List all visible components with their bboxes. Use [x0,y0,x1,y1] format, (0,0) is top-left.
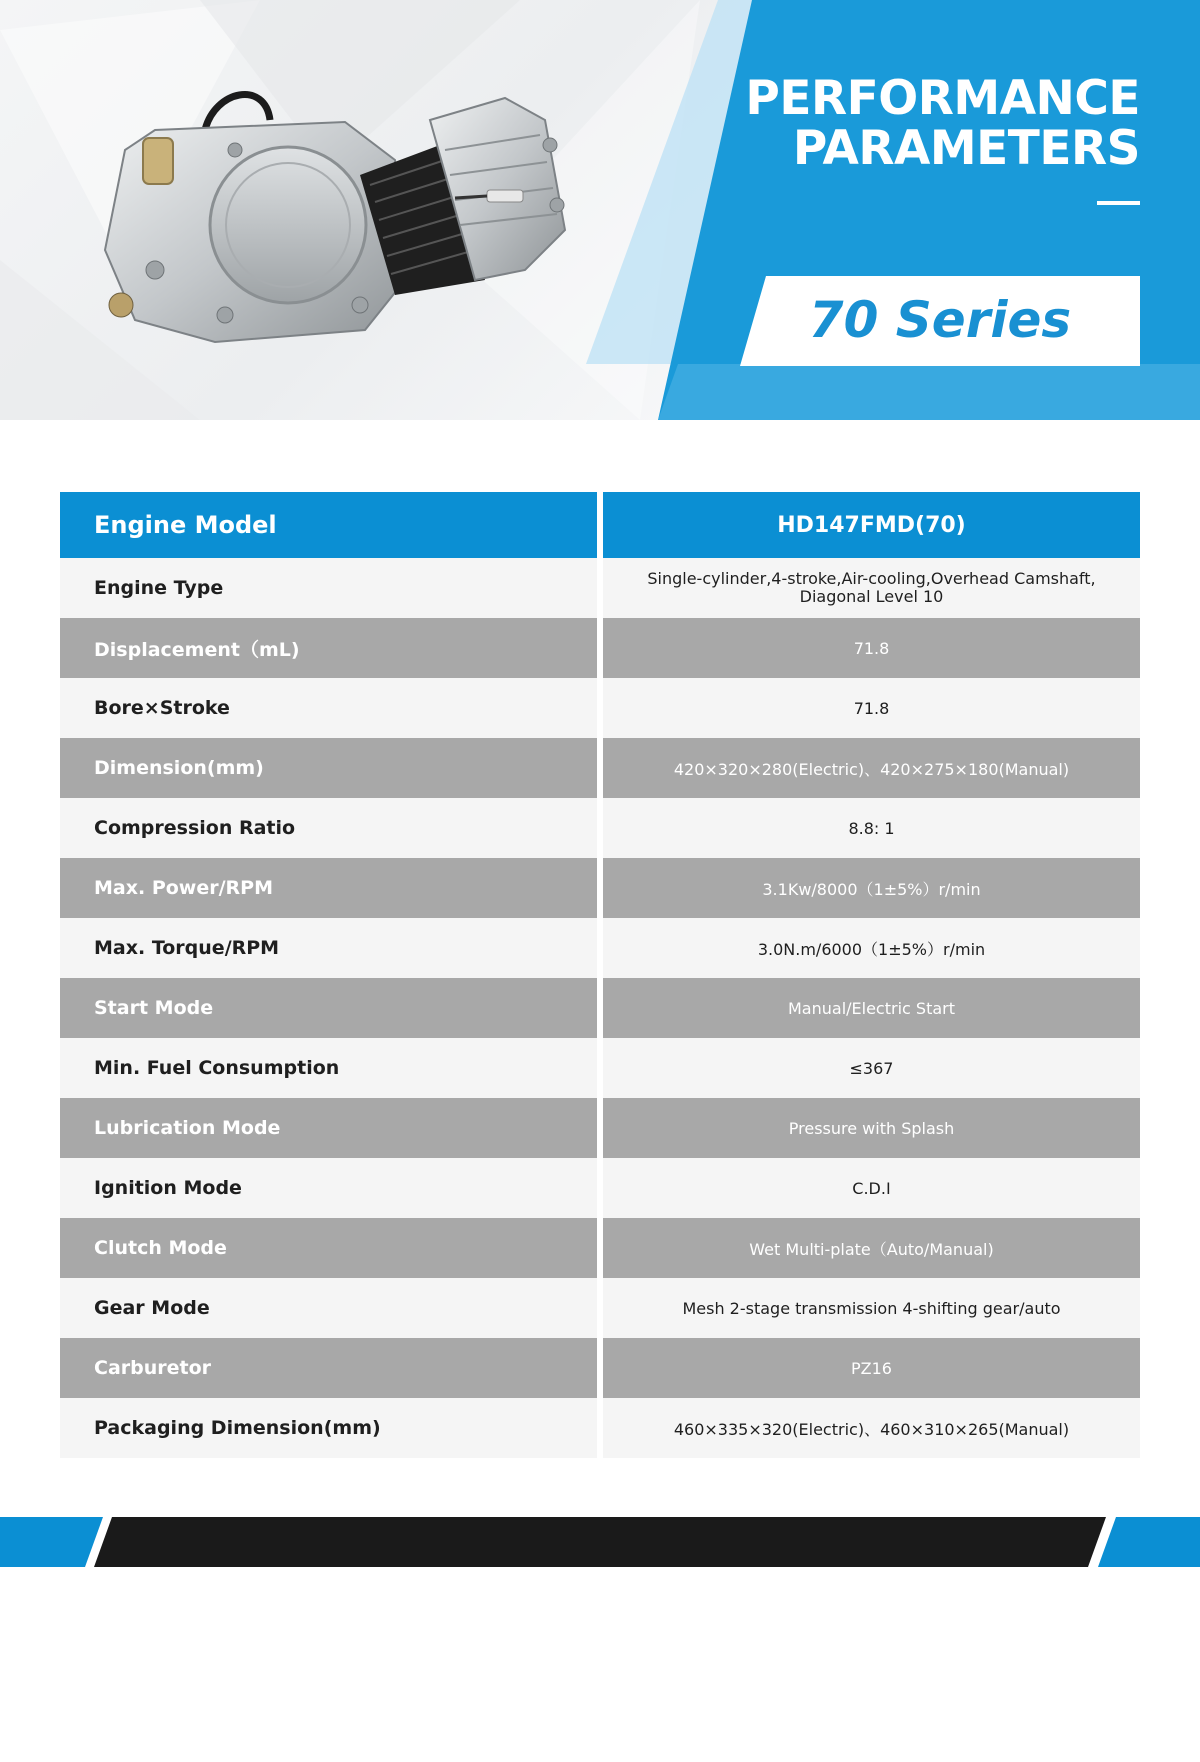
spec-label: Displacement（mL) [60,618,597,678]
spec-value: 420×320×280(Electric)、420×275×180(Manual) [603,738,1140,798]
table-row [60,1158,1140,1218]
spec-value: 8.8: 1 [603,798,1140,858]
table-row [60,918,1140,978]
spec-value: Mesh 2-stage transmission 4-shifting gear/auto [603,1278,1140,1338]
performance-parameters-title: PERFORMANCE PARAMETERS [745,71,1140,176]
engine-model-label: Engine Model [60,492,597,558]
spec-label: Clutch Mode [60,1218,597,1278]
spec-value: 71.8 [603,678,1140,738]
spec-label: Gear Mode [60,1278,597,1338]
hero-banner [0,0,1200,420]
table-row [60,1338,1140,1398]
spec-label: Ignition Mode [60,1158,597,1218]
spec-value: 71.8 [603,618,1140,678]
spec-value: Pressure with Splash [603,1098,1140,1158]
spec-value: ≤367 [603,1038,1140,1098]
table-row [60,1218,1140,1278]
spec-label: Dimension(mm) [60,738,597,798]
table-row [60,858,1140,918]
table-row [60,978,1140,1038]
engine-model-value: HD147FMD(70) [603,492,1140,558]
spec-value: Manual/Electric Start [603,978,1140,1038]
spec-label: Compression Ratio [60,798,597,858]
footer-black-bar [94,1517,1106,1567]
spec-value [603,558,1140,618]
series-box [0,0,1200,420]
table-header-row [60,492,1140,558]
spec-value: 3.1Kw/8000（1±5%）r/min [603,858,1140,918]
spec-label: Max. Torque/RPM [60,918,597,978]
spec-label: Lubrication Mode [60,1098,597,1158]
footer-left-accent [0,1517,103,1567]
series-label: 70 Series [808,291,1072,349]
spec-label: Engine Type [60,558,597,618]
spec-value: 460×335×320(Electric)、460×310×265(Manual) [603,1398,1140,1458]
spec-value-text: Single-cylinder,4-stroke,Air-cooling,Overhead Camshaft, Diagonal Level 10 [647,569,1096,606]
table-row [60,798,1140,858]
spec-value: PZ16 [603,1338,1140,1398]
spec-label: Carburetor [60,1338,597,1398]
table-row [60,738,1140,798]
spec-label: Min. Fuel Consumption [60,1038,597,1098]
table-row [60,1038,1140,1098]
spec-value: Wet Multi-plate（Auto/Manual) [603,1218,1140,1278]
spec-value: 3.0N.m/6000（1±5%）r/min [603,918,1140,978]
spec-value: C.D.I [603,1158,1140,1218]
table-row [60,618,1140,678]
spec-label: Bore×Stroke [60,678,597,738]
spec-label: Max. Power/RPM [60,858,597,918]
spec-label: Start Mode [60,978,597,1038]
spec-label: Packaging Dimension(mm) [60,1398,597,1458]
specs-table [60,492,1140,1458]
footer-band [0,1510,1200,1570]
table-row [60,1398,1140,1458]
footer-right-accent [1098,1517,1200,1567]
table-row [60,678,1140,738]
table-row [60,1098,1140,1158]
table-row [60,1278,1140,1338]
table-row [60,558,1140,618]
